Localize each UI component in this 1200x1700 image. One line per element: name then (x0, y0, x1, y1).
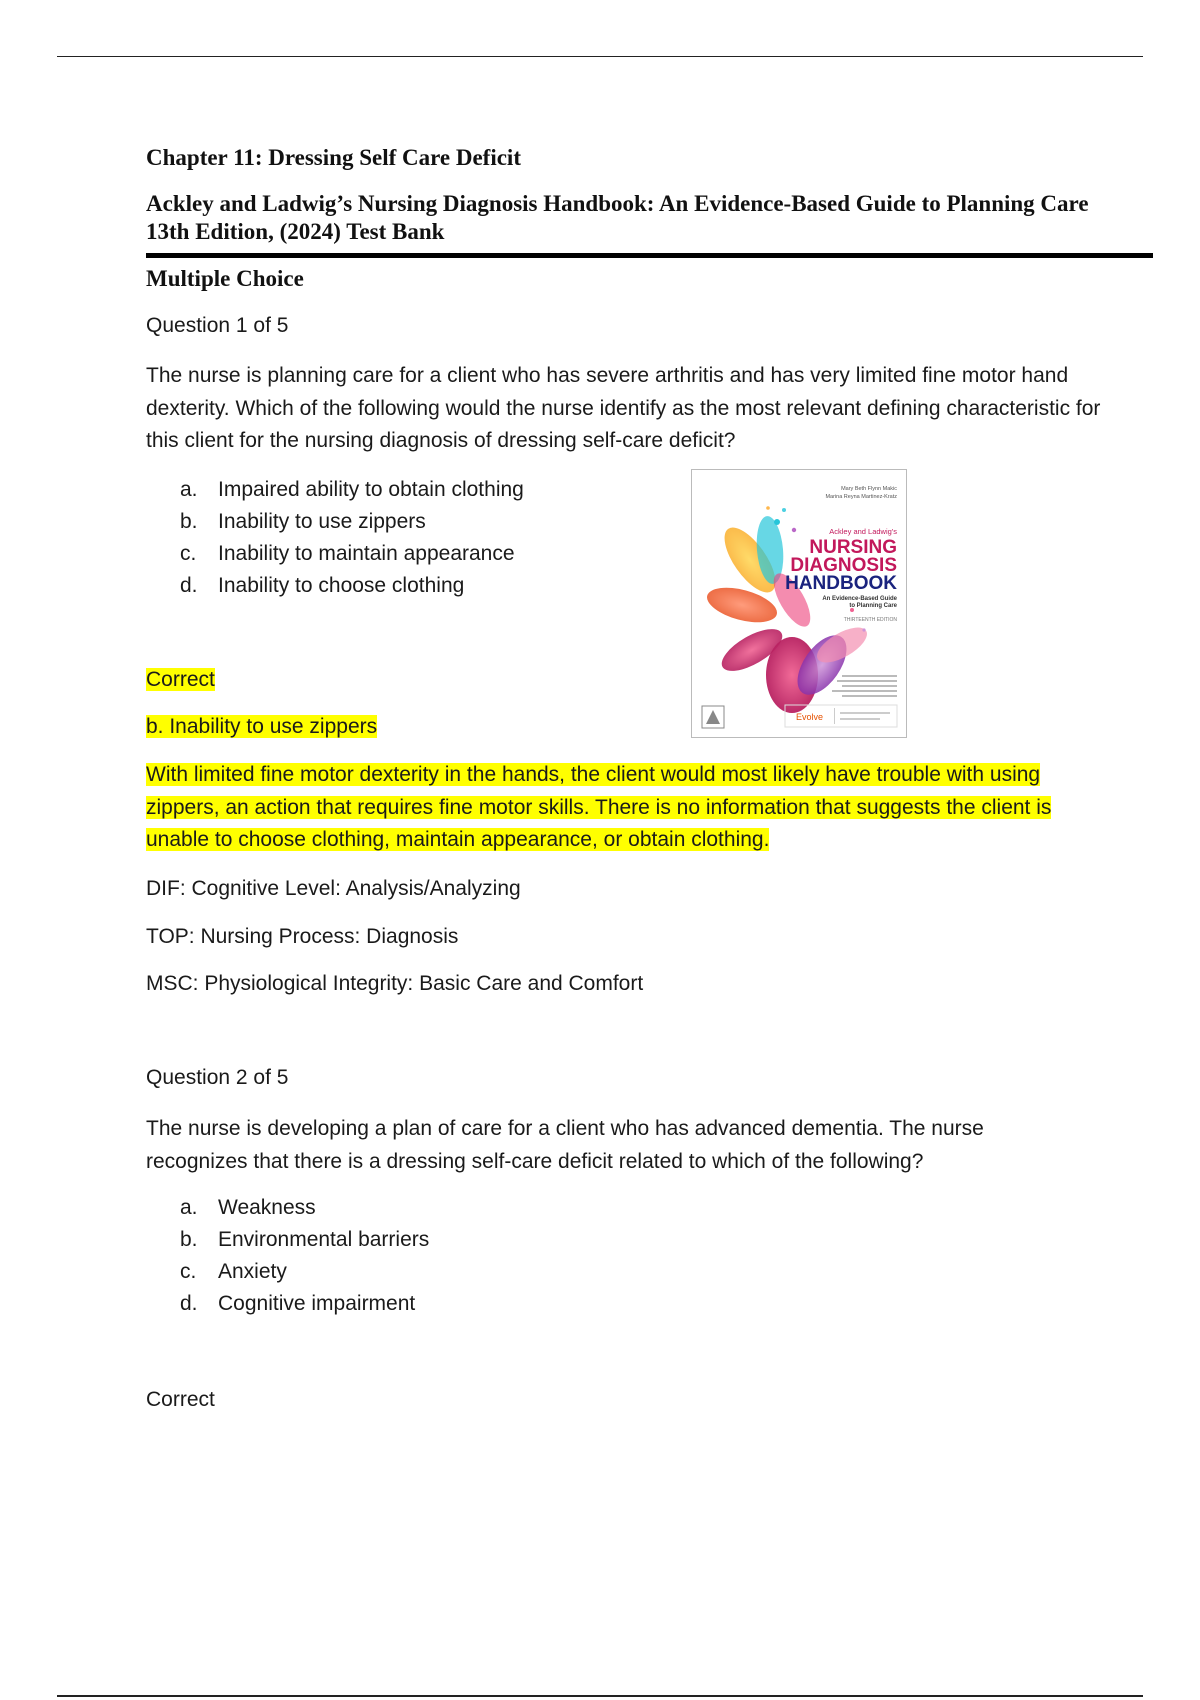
option-letter: b. (180, 510, 198, 533)
question-2-header: Question 2 of 5 (146, 1066, 289, 1089)
option-text: Inability to use zippers (218, 510, 426, 533)
question-1-rationale (146, 759, 1106, 857)
option-text: Environmental barriers (218, 1228, 430, 1251)
question-1-correct-label (146, 664, 215, 697)
option-text: Inability to choose clothing (218, 574, 465, 597)
question-1-dif: DIF: Cognitive Level: Analysis/Analyzing (146, 877, 521, 900)
question-1-answer (146, 711, 377, 744)
question-2-options (180, 1192, 429, 1320)
cover-title-diagnosis: DIAGNOSIS (790, 555, 897, 576)
cover-fine-print (832, 675, 897, 697)
top-rule (57, 56, 1143, 57)
chapter-title: Chapter 11: Dressing Self Care Deficit (146, 145, 521, 170)
book-cover-image (691, 469, 907, 738)
correct-label-text: Correct (146, 668, 215, 691)
cover-subtitle-2: to Planning Care (849, 603, 897, 609)
question-1-header: Question 1 of 5 (146, 314, 289, 337)
option-a (180, 474, 524, 506)
question-1-top: TOP: Nursing Process: Diagnosis (146, 925, 459, 948)
heading-divider (146, 253, 1153, 258)
option-a (180, 1192, 429, 1224)
cover-author-1: Mary Beth Flynn Makic (841, 486, 897, 492)
book-title: Ackley and Ladwig’s Nursing Diagnosis Handbook: An Evidence-Based Guide to Planning Care 13th Edition, (2024) Test Bank (146, 191, 1089, 244)
cover-title-nursing: NURSING (809, 537, 897, 558)
option-text: Inability to maintain appearance (218, 542, 515, 565)
question-1-stem: The nurse is planning care for a client who has severe arthritis and has very limited fine motor hand dexterity. Which of the following would the nurse identify as the most relevant defining characteristic for this client for the nursing diagnosis of dressing self-care deficit? (146, 364, 1101, 452)
option-letter: d. (180, 1292, 198, 1315)
cover-series: Ackley and Ladwig's (829, 527, 897, 536)
cover-subtitle-1: An Evidence-Based Guide (822, 596, 897, 602)
question-2-correct-label: Correct (146, 1388, 215, 1411)
option-text: Cognitive impairment (218, 1292, 416, 1315)
option-text: Anxiety (218, 1260, 287, 1283)
question-1-msc: MSC: Physiological Integrity: Basic Care and Comfort (146, 972, 644, 995)
section-heading: Multiple Choice (146, 266, 304, 291)
option-text: Impaired ability to obtain clothing (218, 478, 524, 501)
cover-edition: THIRTEENTH EDITION (843, 617, 897, 623)
option-letter: a. (180, 478, 198, 501)
option-c (180, 1256, 429, 1288)
option-d (180, 570, 524, 602)
option-letter: c. (180, 542, 197, 565)
book-cover-art (692, 470, 906, 737)
option-b (180, 506, 524, 538)
question-1-options (180, 474, 524, 602)
cover-title-handbook: HANDBOOK (785, 573, 897, 594)
option-b (180, 1224, 429, 1256)
option-letter: a. (180, 1196, 198, 1219)
option-d (180, 1288, 429, 1320)
bottom-rule (57, 1695, 1143, 1697)
cover-author-2: Marina Reyna Martinez-Kratz (825, 494, 897, 500)
cover-evolve: Evolve (796, 712, 824, 722)
option-letter: b. (180, 1228, 198, 1251)
option-letter: c. (180, 1260, 197, 1283)
option-c (180, 538, 524, 570)
question-2-stem: The nurse is developing a plan of care for a client who has advanced dementia. The nurse recognizes that there is a dressing self-care deficit related to which of the following? (146, 1117, 984, 1173)
rationale-text: With limited fine motor dexterity in the hands, the client would most likely have trouble with using zippers, an action that requires fine motor skills. There is no information that suggests the client is unable to choose clothing, maintain appearance, or obtain clothing. (146, 763, 1052, 851)
answer-text: b. Inability to use zippers (146, 715, 378, 738)
option-letter: d. (180, 574, 198, 597)
option-text: Weakness (218, 1196, 316, 1219)
